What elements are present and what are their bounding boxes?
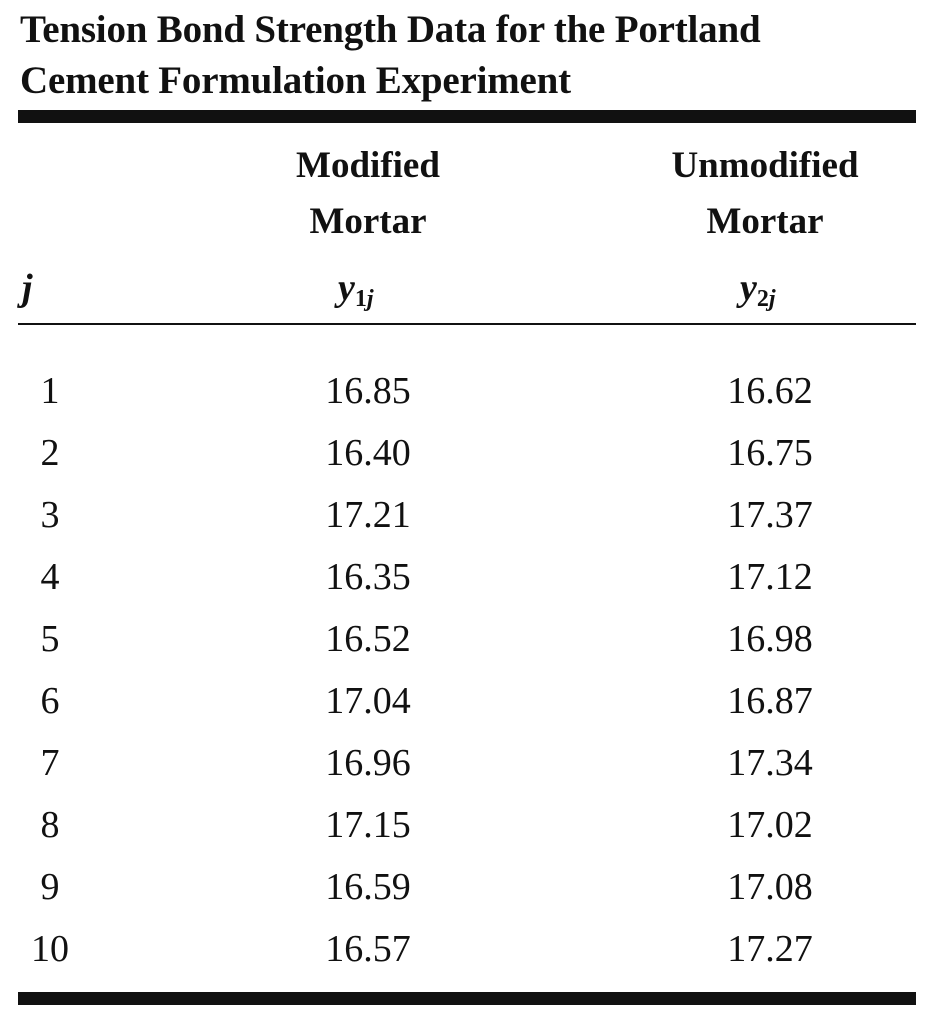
cell-unmodified: 17.34: [727, 742, 813, 784]
table-row: [0, 608, 939, 670]
header-symbol-y2j: [740, 268, 776, 319]
table-row: [0, 856, 939, 918]
table-row: [0, 918, 939, 980]
table-row: [0, 732, 939, 794]
cell-modified: 17.04: [325, 680, 411, 722]
header-unmodified-mortar: [640, 138, 890, 250]
header-symbol-y1j: [338, 268, 374, 319]
cell-j: 10: [31, 928, 69, 970]
header-rule: [18, 323, 916, 325]
header-index-j: j: [22, 267, 33, 309]
cell-j: 7: [40, 742, 60, 784]
symbol-y1j-sub-variable: j: [366, 286, 374, 312]
cell-unmodified: 16.87: [727, 680, 813, 722]
header-unmodified-line-2: Mortar: [706, 201, 824, 242]
cell-unmodified: 17.27: [727, 928, 813, 970]
cell-modified: 16.85: [325, 370, 411, 412]
cell-modified: 17.21: [325, 494, 411, 536]
cell-modified: 16.40: [325, 432, 411, 474]
table-body: [0, 360, 939, 980]
cell-unmodified: 16.98: [727, 618, 813, 660]
caption-line-1: Tension Bond Strength Data for the Portland: [20, 8, 761, 51]
cell-j: 4: [40, 556, 60, 598]
table-row: [0, 360, 939, 422]
table-row: [0, 484, 939, 546]
table-row: [0, 546, 939, 608]
symbol-y2j-sub-number: 2: [756, 286, 769, 312]
header-modified-line-1: Modified: [296, 145, 440, 186]
cell-j: 2: [40, 432, 60, 474]
bottom-rule: [18, 992, 916, 1005]
cell-j: 1: [40, 370, 60, 412]
cell-j: 5: [40, 618, 60, 660]
cell-unmodified: 16.62: [727, 370, 813, 412]
cell-unmodified: 17.02: [727, 804, 813, 846]
cell-j: 8: [40, 804, 60, 846]
top-rule: [18, 110, 916, 123]
cell-j: 9: [40, 866, 60, 908]
symbol-y2j-sub-variable: j: [768, 286, 776, 312]
table-row: [0, 422, 939, 484]
cell-modified: 16.35: [325, 556, 411, 598]
cell-unmodified: 17.08: [727, 866, 813, 908]
symbol-y1j-sub-number: 1: [354, 286, 367, 312]
cell-j: 3: [40, 494, 60, 536]
cell-modified: 16.96: [325, 742, 411, 784]
cell-unmodified: 16.75: [727, 432, 813, 474]
table-row: [0, 670, 939, 732]
cell-modified: 17.15: [325, 804, 411, 846]
header-modified-line-2: Mortar: [309, 201, 427, 242]
symbol-y1j-base: y: [338, 267, 355, 309]
cell-unmodified: 17.12: [727, 556, 813, 598]
table-caption: [20, 4, 920, 106]
cell-modified: 16.57: [325, 928, 411, 970]
header-modified-mortar: [263, 138, 473, 250]
cell-unmodified: 17.37: [727, 494, 813, 536]
cell-modified: 16.59: [325, 866, 411, 908]
cell-modified: 16.52: [325, 618, 411, 660]
caption-line-2: Cement Formulation Experiment: [20, 59, 571, 102]
cell-j: 6: [40, 680, 60, 722]
table-row: [0, 794, 939, 856]
header-unmodified-line-1: Unmodified: [671, 145, 859, 186]
symbol-y2j-base: y: [740, 267, 757, 309]
